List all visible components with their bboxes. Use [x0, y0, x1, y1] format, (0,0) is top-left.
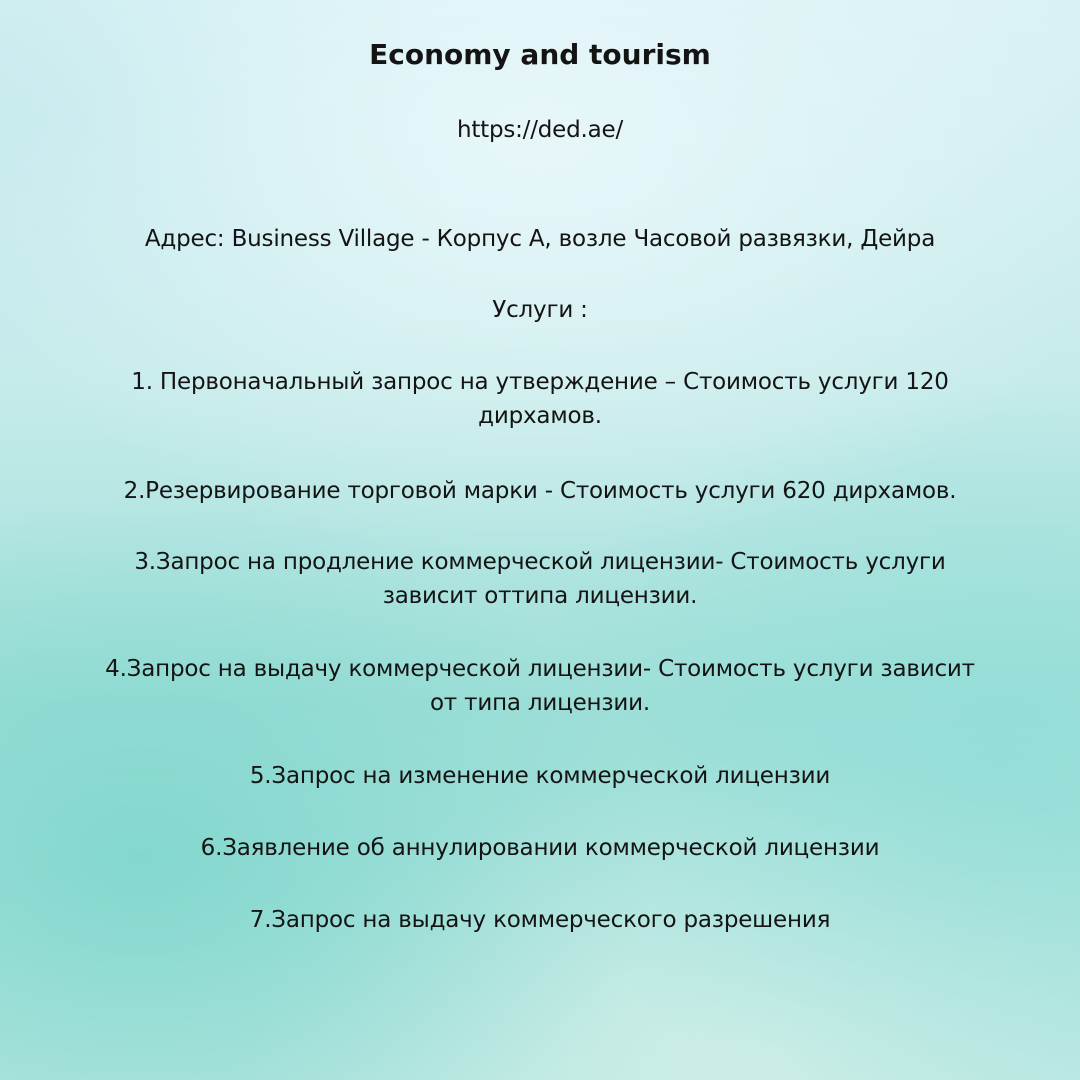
service-item-3 — [60, 545, 1020, 613]
page-title: Economy and tourism — [369, 38, 711, 71]
service-item-4-line-1: 4.Запрос на выдачу коммерческой лицензии- Стоимость услуги зависит — [105, 656, 975, 682]
service-item-3-line-1: 3.Запрос на продление коммерческой лицензии- Стоимость услуги — [134, 549, 946, 575]
service-item-2 — [60, 474, 1020, 508]
service-item-5-line-1: 5.Запрос на изменение коммерческой лицензии — [249, 763, 831, 789]
service-item-1-line-2: дирхамов. — [478, 403, 602, 429]
address-text: Адрес: Business Village - Корпус А, возле Часовой развязки, Дейра — [144, 226, 936, 252]
service-item-6 — [60, 831, 1020, 865]
service-item-5 — [60, 759, 1020, 793]
service-item-4-line-2: от типа лицензии. — [429, 690, 651, 716]
services-heading: Услуги : — [492, 297, 588, 323]
service-item-6-line-1: 6.Заявление об аннулировании коммерческой лицензии — [200, 835, 880, 861]
service-item-4 — [60, 652, 1020, 720]
service-item-1 — [60, 365, 1020, 433]
service-item-3-line-2: зависит оттипа лицензии. — [382, 583, 698, 609]
service-item-2-line-1: 2.Резервирование торговой марки - Стоимость услуги 620 дирхамов. — [123, 478, 957, 504]
website-link[interactable]: https://ded.ae/ — [456, 117, 624, 143]
service-item-7 — [60, 903, 1020, 937]
service-item-1-line-1: 1. Первоначальный запрос на утверждение – Стоимость услуги 120 — [131, 369, 949, 395]
service-item-7-line-1: 7.Запрос на выдачу коммерческого разрешения — [249, 907, 831, 933]
